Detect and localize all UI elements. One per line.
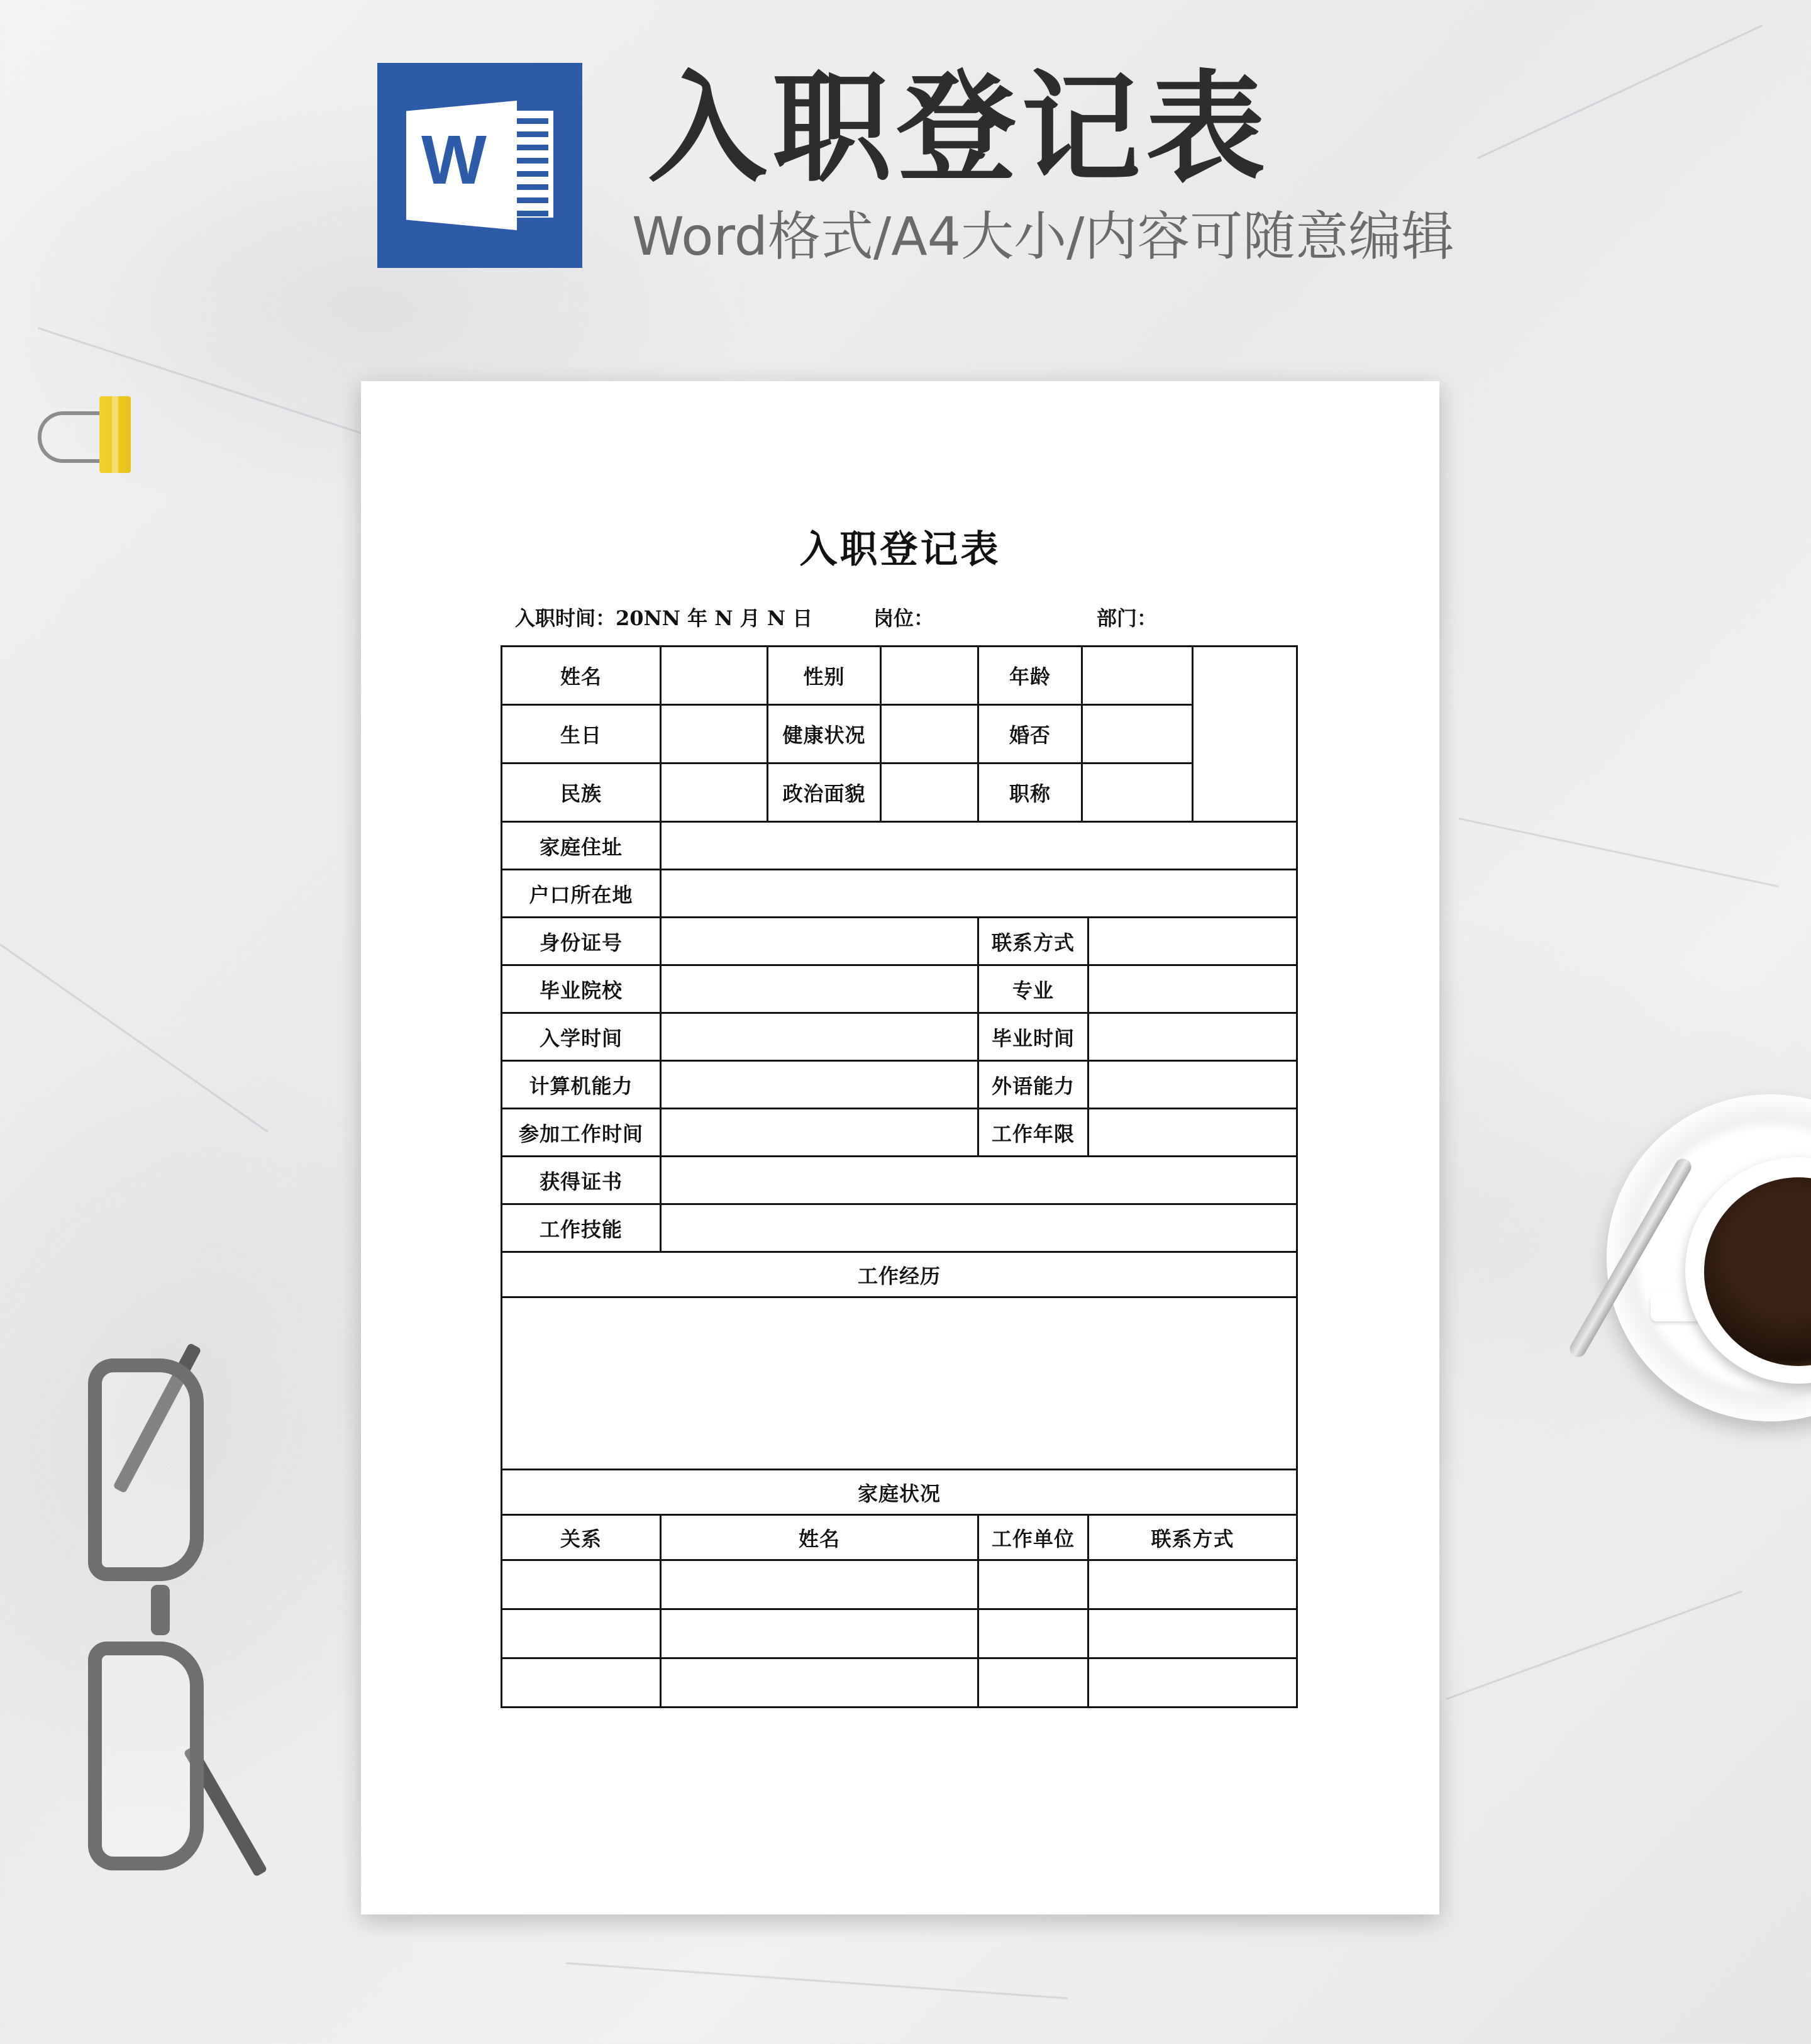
label-birthday: 生日 [502, 705, 661, 764]
entry-time: 入职时间：20NN 年 N 月 N 日 [515, 606, 813, 630]
value-marital[interactable] [1082, 705, 1193, 764]
table-row [502, 822, 1297, 870]
table-row [502, 1297, 1297, 1470]
value-contact[interactable] [1088, 918, 1297, 965]
value-grad-time[interactable] [1088, 1013, 1297, 1061]
value-hukou[interactable] [661, 870, 1297, 918]
table-row [502, 1109, 1297, 1157]
table-row [502, 965, 1297, 1013]
value-health[interactable] [881, 705, 978, 764]
section-family: 家庭状况 [502, 1470, 1297, 1515]
table-row [502, 1157, 1297, 1204]
table-row [502, 705, 1297, 764]
value-major[interactable] [1088, 965, 1297, 1013]
family-header-name: 姓名 [661, 1515, 978, 1560]
page-subtitle: Word格式/A4大小/内容可随意编辑 [632, 206, 1454, 267]
label-enroll-time: 入学时间 [502, 1013, 661, 1061]
value-work-start[interactable] [661, 1109, 978, 1157]
value-birthday[interactable] [661, 705, 768, 764]
section-work-history: 工作经历 [502, 1252, 1297, 1297]
label-hukou: 户口所在地 [502, 870, 661, 918]
value-certificates[interactable] [661, 1157, 1297, 1204]
document-page [361, 381, 1439, 1914]
family-cell[interactable] [502, 1658, 661, 1708]
table-row [502, 1470, 1297, 1515]
label-school: 毕业院校 [502, 965, 661, 1013]
post-label: 岗位： [873, 606, 934, 630]
value-skills[interactable] [661, 1204, 1297, 1252]
family-cell[interactable] [661, 1609, 978, 1658]
family-cell[interactable] [1088, 1560, 1297, 1609]
marble-vein [566, 1962, 1068, 1999]
value-job-title[interactable] [1082, 764, 1193, 822]
value-home-address[interactable] [661, 822, 1297, 870]
family-cell[interactable] [661, 1560, 978, 1609]
table-row [502, 1515, 1297, 1560]
value-work-years[interactable] [1088, 1109, 1297, 1157]
value-ethnicity[interactable] [661, 764, 768, 822]
photo-cell[interactable] [1193, 647, 1297, 822]
marble-vein [1446, 1591, 1742, 1700]
family-cell[interactable] [978, 1658, 1088, 1708]
table-row [502, 764, 1297, 822]
table-row [502, 1252, 1297, 1297]
value-enroll-time[interactable] [661, 1013, 978, 1061]
value-school[interactable] [661, 965, 978, 1013]
table-row [502, 1204, 1297, 1252]
value-work-history[interactable] [502, 1297, 1297, 1470]
word-logo-letter: W [421, 121, 487, 199]
label-age: 年龄 [978, 647, 1082, 705]
family-cell[interactable] [1088, 1658, 1297, 1708]
label-health: 健康状况 [768, 705, 881, 764]
family-header-contact: 联系方式 [1088, 1515, 1297, 1560]
value-political[interactable] [881, 764, 978, 822]
label-language: 外语能力 [978, 1061, 1088, 1109]
label-name: 姓名 [502, 647, 661, 705]
family-cell[interactable] [978, 1560, 1088, 1609]
label-gender: 性别 [768, 647, 881, 705]
label-work-start: 参加工作时间 [502, 1109, 661, 1157]
table-row [502, 1560, 1297, 1609]
family-cell[interactable] [1088, 1609, 1297, 1658]
label-computer: 计算机能力 [502, 1061, 661, 1109]
label-grad-time: 毕业时间 [978, 1013, 1088, 1061]
marble-vein [0, 943, 269, 1133]
table-row [502, 1061, 1297, 1109]
label-job-title: 职称 [978, 764, 1082, 822]
family-cell[interactable] [502, 1560, 661, 1609]
table-row [502, 647, 1297, 705]
value-gender[interactable] [881, 647, 978, 705]
label-work-years: 工作年限 [978, 1109, 1088, 1157]
value-id-number[interactable] [661, 918, 978, 965]
label-political: 政治面貌 [768, 764, 881, 822]
binder-clip-icon [36, 390, 150, 478]
family-cell[interactable] [502, 1609, 661, 1658]
table-row [502, 1658, 1297, 1708]
family-cell[interactable] [661, 1658, 978, 1708]
registration-form [501, 645, 1298, 1708]
family-header-relation: 关系 [502, 1515, 661, 1560]
table-row [502, 1013, 1297, 1061]
dept-label: 部门： [1097, 606, 1158, 630]
glasses-icon [82, 1346, 220, 1862]
label-marital: 婚否 [978, 705, 1082, 764]
value-name[interactable] [661, 647, 768, 705]
label-id-number: 身份证号 [502, 918, 661, 965]
page-title: 入职登记表 [648, 59, 1271, 198]
value-age[interactable] [1082, 647, 1193, 705]
label-ethnicity: 民族 [502, 764, 661, 822]
label-contact: 联系方式 [978, 918, 1088, 965]
family-cell[interactable] [978, 1609, 1088, 1658]
table-row [502, 1609, 1297, 1658]
table-row [502, 918, 1297, 965]
label-home-address: 家庭住址 [502, 822, 661, 870]
marble-vein [1477, 25, 1763, 159]
family-header-employer: 工作单位 [978, 1515, 1088, 1560]
table-row [502, 870, 1297, 918]
label-skills: 工作技能 [502, 1204, 661, 1252]
document-title: 入职登记表 [799, 528, 1001, 572]
marble-vein [1459, 818, 1779, 887]
value-language[interactable] [1088, 1061, 1297, 1109]
value-computer[interactable] [661, 1061, 978, 1109]
label-major: 专业 [978, 965, 1088, 1013]
word-logo-icon [377, 63, 582, 268]
label-certificates: 获得证书 [502, 1157, 661, 1204]
